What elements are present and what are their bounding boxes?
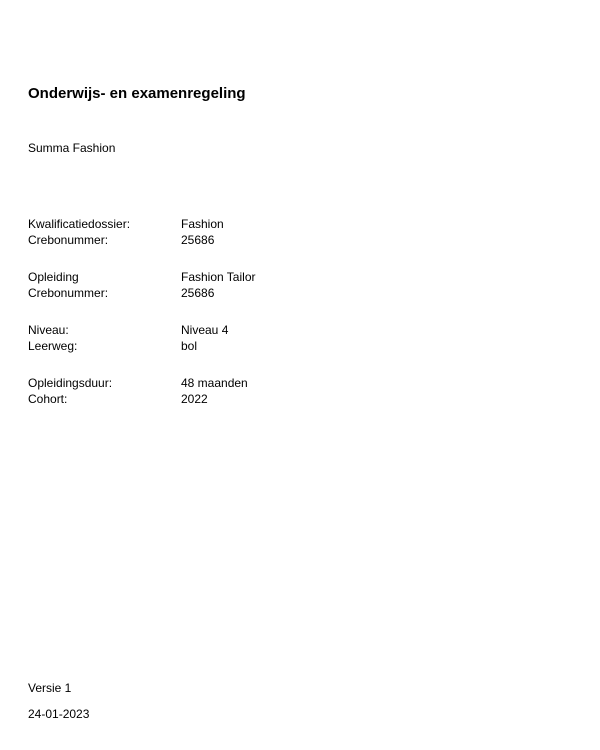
info-value: Fashion	[181, 217, 224, 231]
info-label: Leerweg:	[28, 339, 78, 353]
info-row	[28, 269, 381, 285]
info-group-duur	[28, 375, 381, 407]
info-row	[28, 285, 381, 301]
info-group-opleiding	[28, 269, 381, 301]
info-row	[28, 375, 381, 391]
institution-name: Summa Fashion	[28, 141, 116, 155]
info-label: Opleidingsduur:	[28, 376, 113, 390]
info-label: Opleiding	[28, 270, 79, 284]
info-row	[28, 338, 381, 354]
info-label: Crebonummer:	[28, 286, 109, 300]
info-row	[28, 216, 381, 232]
info-label: Kwalificatiedossier:	[28, 217, 131, 231]
document-title: Onderwijs- en examenregeling	[28, 85, 246, 102]
info-value: bol	[181, 339, 198, 353]
info-value: 25686	[181, 286, 215, 300]
info-value: 2022	[181, 392, 208, 406]
document-date: 24-01-2023	[28, 707, 90, 721]
info-label: Niveau:	[28, 323, 69, 337]
info-value: 25686	[181, 233, 215, 247]
info-value: Niveau 4	[181, 323, 229, 337]
info-label: Cohort:	[28, 392, 68, 406]
info-value: 48 maanden	[181, 376, 248, 390]
info-row	[28, 232, 381, 248]
info-row	[28, 322, 381, 338]
version-label: Versie 1	[28, 681, 72, 695]
info-label: Crebonummer:	[28, 233, 109, 247]
info-group-niveau	[28, 322, 381, 354]
info-group-dossier	[28, 216, 381, 248]
info-value: Fashion Tailor	[181, 270, 256, 284]
info-row	[28, 391, 381, 407]
